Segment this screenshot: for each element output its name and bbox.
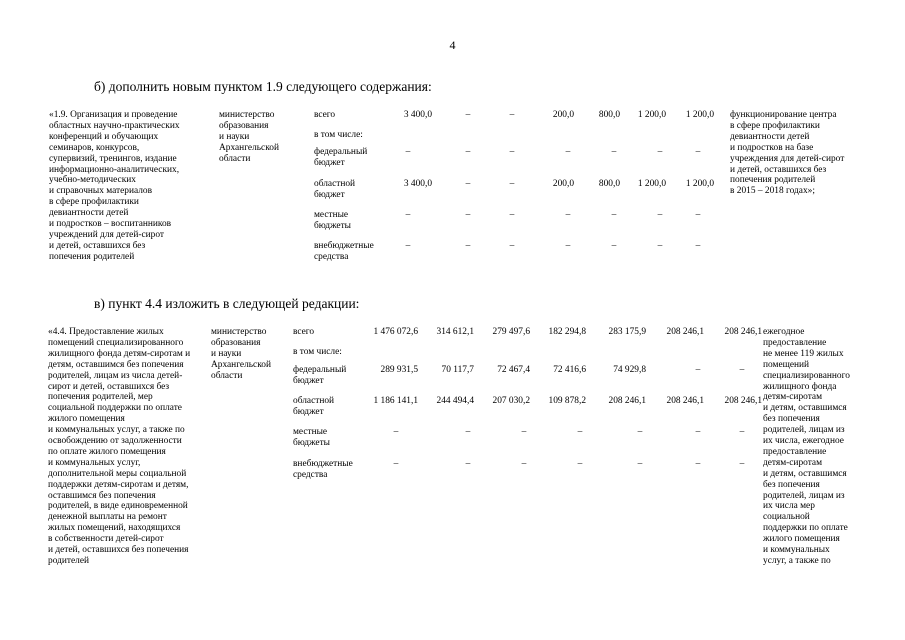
executor-line: образования: [211, 337, 261, 348]
description-line: оставшимся без попечения: [48, 490, 156, 501]
table-cell-value: 1 200,0: [637, 179, 666, 189]
row-label: бюджеты: [293, 437, 330, 448]
table-cell-value: –: [695, 210, 701, 220]
description-line: и детей, оставшихся без попечения: [48, 545, 189, 555]
result-line: жилого помещения: [763, 534, 840, 545]
description-line: дополнительной меры социальной: [48, 468, 187, 479]
description-line: супервизий, тренингов, издание: [49, 153, 177, 164]
description-line: учебно-методических: [49, 175, 136, 186]
table-cell-value: –: [695, 365, 701, 375]
table-cell-value: –: [637, 459, 643, 469]
table-cell-value: –: [465, 147, 471, 157]
table-cell-value: 1 186 141,1: [373, 396, 418, 406]
table-cell-value: 1 200,0: [685, 179, 714, 189]
table-cell-value: 72 467,4: [497, 365, 530, 375]
result-line: помещений: [763, 359, 810, 370]
table-cell-value: –: [393, 427, 399, 437]
row-label: в том числе:: [293, 347, 342, 357]
table-cell-value: 1 476 072,6: [373, 327, 418, 337]
table-cell-value: –: [521, 459, 527, 469]
result-line: родителей, лицам из: [763, 425, 845, 436]
table-cell-value: –: [565, 241, 571, 251]
result-line: детям-сиротам: [763, 392, 823, 403]
table-cell-value: –: [611, 241, 617, 251]
row-label: бюджет: [314, 189, 345, 200]
result-line: попечения родителей: [730, 175, 816, 186]
result-line: не менее 119 жилых: [763, 348, 844, 359]
table-cell-value: 283 175,9: [608, 327, 646, 337]
table-cell-value: –: [577, 427, 583, 437]
row-label: областной: [293, 396, 335, 406]
description-line: в сфере профилактики: [49, 197, 139, 208]
result-line: их числа мер: [763, 501, 815, 512]
description-line: попечения родителей: [49, 251, 135, 262]
table-cell-value: –: [465, 179, 471, 189]
result-line: и коммунальных: [763, 545, 830, 555]
table-cell-value: 800,0: [598, 179, 620, 189]
table-cell-value: –: [565, 147, 571, 157]
table-cell-value: –: [405, 147, 411, 157]
table-cell-value: –: [695, 427, 701, 437]
description-line: семинаров, конкурсов,: [49, 142, 140, 153]
description-line: детям, оставшимся без попечения: [48, 359, 184, 370]
result-line: и детям, оставшимся: [763, 403, 847, 414]
page-number: 4: [449, 38, 456, 52]
result-line: детям-сиротам: [763, 457, 823, 468]
description-line: жилого помещения: [48, 414, 125, 425]
executor-line: министерство: [211, 327, 267, 337]
table-cell-value: –: [739, 427, 745, 437]
executor-line: министерство: [219, 110, 275, 120]
description-line: родителей: [48, 555, 90, 566]
table-cell-value: 3 400,0: [403, 179, 432, 189]
description-line: в собственности детей-сирот: [48, 534, 164, 545]
result-line: девиантности детей: [730, 131, 810, 142]
table-cell-value: 208 246,1: [724, 327, 762, 337]
executor-line: области: [219, 153, 251, 164]
table-cell-value: –: [565, 210, 571, 220]
table-cell-value: –: [509, 210, 515, 220]
table-cell-value: –: [695, 459, 701, 469]
table-cell-value: 314 612,1: [436, 327, 474, 337]
row-label: средства: [293, 469, 328, 480]
result-line: без попечения: [763, 414, 820, 425]
row-label: федеральный: [293, 365, 347, 375]
description-line: «1.9. Организация и проведение: [49, 110, 178, 120]
table-cell-value: 208 246,1: [608, 396, 646, 406]
result-line: родителей, лицам из: [763, 490, 845, 501]
row-label: областной: [314, 179, 356, 189]
table-cell-value: –: [465, 459, 471, 469]
row-label: бюджет: [293, 375, 324, 386]
description-line: «4.4. Предоставление жилых: [48, 327, 164, 337]
result-line: услуг, а также по: [763, 555, 831, 566]
table-cell-value: 1 200,0: [685, 110, 714, 120]
table-cell-value: 208 246,1: [666, 327, 704, 337]
table-cell-value: 289 931,5: [380, 365, 418, 375]
result-line: без попечения: [763, 479, 820, 490]
table-cell-value: –: [695, 241, 701, 251]
table-cell-value: 207 030,2: [492, 396, 530, 406]
result-line: социальной: [763, 512, 810, 523]
table-cell-value: –: [465, 110, 471, 120]
result-line: и подростков на базе: [730, 142, 814, 153]
table-cell-value: 208 246,1: [666, 396, 704, 406]
table-cell-value: –: [739, 459, 745, 469]
table-cell-value: –: [739, 365, 745, 375]
result-line: функционирование центра: [730, 110, 837, 120]
row-label: федеральный: [314, 147, 368, 157]
table-cell-value: 208 246,1: [724, 396, 762, 406]
description-line: попечения родителей, мер: [48, 392, 153, 403]
result-line: учреждения для детей-сирот: [730, 153, 845, 164]
row-label: внебюджетные: [314, 241, 374, 251]
result-line: и детей, оставшихся без: [730, 164, 827, 175]
table-cell-value: 70 117,7: [441, 365, 474, 375]
result-line: в сфере профилактики: [730, 120, 820, 131]
table-cell-value: –: [509, 241, 515, 251]
description-line: и детей, оставшихся без: [49, 240, 146, 251]
description-line: по оплате жилого помещения: [48, 446, 166, 457]
table-cell-value: –: [657, 241, 663, 251]
description-line: поддержки детям-сиротам и детям,: [48, 479, 189, 490]
description-line: помещений специализированного: [48, 337, 184, 348]
table-cell-value: 200,0: [552, 179, 574, 189]
row-label: бюджеты: [314, 220, 351, 231]
description-line: и коммунальных услуг, а также по: [48, 425, 185, 436]
table-cell-value: 279 497,6: [492, 327, 530, 337]
table-cell-value: 1 200,0: [637, 110, 666, 120]
table-cell-value: 182 294,8: [548, 327, 586, 337]
table-cell-value: –: [465, 241, 471, 251]
description-line: жилых помещений, находящихся: [48, 523, 181, 534]
executor-line: образования: [219, 120, 269, 131]
description-line: областных научно-практических: [49, 120, 180, 131]
result-line: предоставление: [763, 446, 827, 457]
description-line: конференций и обучающих: [49, 131, 159, 142]
table-cell-value: –: [657, 210, 663, 220]
description-line: освобождению от задолженности: [48, 436, 182, 446]
table-cell-value: 3 400,0: [403, 110, 432, 120]
table-cell-value: –: [637, 427, 643, 437]
description-line: денежной выплаты на ремонт: [48, 512, 167, 523]
row-label: местные: [314, 210, 349, 220]
table-cell-value: 244 494,4: [436, 396, 474, 406]
description-line: родителей, лицам из числа детей-: [48, 370, 183, 381]
row-label: всего: [293, 327, 315, 337]
row-label: бюджет: [314, 157, 345, 168]
description-line: социальной поддержки по оплате: [48, 403, 182, 414]
description-line: и коммунальных услуг,: [48, 457, 141, 468]
table-cell-value: –: [611, 210, 617, 220]
description-line: девиантности детей: [49, 208, 129, 219]
table-cell-value: –: [521, 427, 527, 437]
table-cell-value: –: [509, 147, 515, 157]
table-cell-value: –: [611, 147, 617, 157]
description-line: родителей, в виде единовременной: [48, 501, 188, 512]
row-label: внебюджетные: [293, 459, 353, 469]
description-line: и справочных материалов: [49, 186, 153, 197]
section-b-heading: б) дополнить новым пунктом 1.9 следующего содержания:: [94, 79, 432, 94]
result-line: ежегодное: [763, 327, 805, 337]
row-label: в том числе:: [314, 130, 363, 140]
table-cell-value: –: [405, 210, 411, 220]
result-line: жилищного фонда: [763, 381, 837, 392]
table-cell-value: –: [695, 147, 701, 157]
table-cell-value: –: [657, 147, 663, 157]
row-label: всего: [314, 110, 336, 120]
result-line: в 2015 – 2018 годах»;: [730, 186, 815, 197]
row-label: местные: [293, 427, 328, 437]
table-cell-value: –: [577, 459, 583, 469]
executor-line: области: [211, 370, 243, 381]
description-line: информационно-аналитических,: [49, 164, 180, 175]
table-cell-value: 109 878,2: [548, 396, 586, 406]
table-cell-value: 74 929,8: [613, 365, 646, 375]
table-cell-value: 800,0: [598, 110, 620, 120]
result-line: и детям, оставшимся: [763, 468, 847, 479]
table-cell-value: –: [405, 241, 411, 251]
result-line: поддержки по оплате: [763, 523, 848, 534]
result-line: специализированного: [763, 370, 850, 381]
result-line: их числа, ежегодное: [763, 436, 844, 446]
executor-line: Архангельской: [219, 142, 279, 153]
description-line: учреждений для детей-сирот: [49, 229, 165, 240]
executor-line: Архангельской: [211, 359, 271, 370]
description-line: сирот и детей, оставшихся без: [48, 381, 170, 392]
table-cell-value: 72 416,6: [553, 365, 586, 375]
description-line: жилищного фонда детям-сиротам и: [48, 348, 191, 359]
executor-line: и науки: [211, 348, 242, 359]
table-cell-value: –: [509, 110, 515, 120]
executor-line: и науки: [219, 131, 250, 142]
table-cell-value: –: [509, 179, 515, 189]
table-cell-value: –: [393, 459, 399, 469]
description-line: и подростков – воспитанников: [49, 219, 172, 229]
table-cell-value: 200,0: [552, 110, 574, 120]
row-label: бюджет: [293, 406, 324, 417]
table-cell-value: –: [465, 210, 471, 220]
result-line: предоставление: [763, 337, 827, 348]
section-v-heading: в) пункт 4.4 изложить в следующей редакции:: [94, 296, 360, 311]
row-label: средства: [314, 251, 349, 262]
table-cell-value: –: [465, 427, 471, 437]
